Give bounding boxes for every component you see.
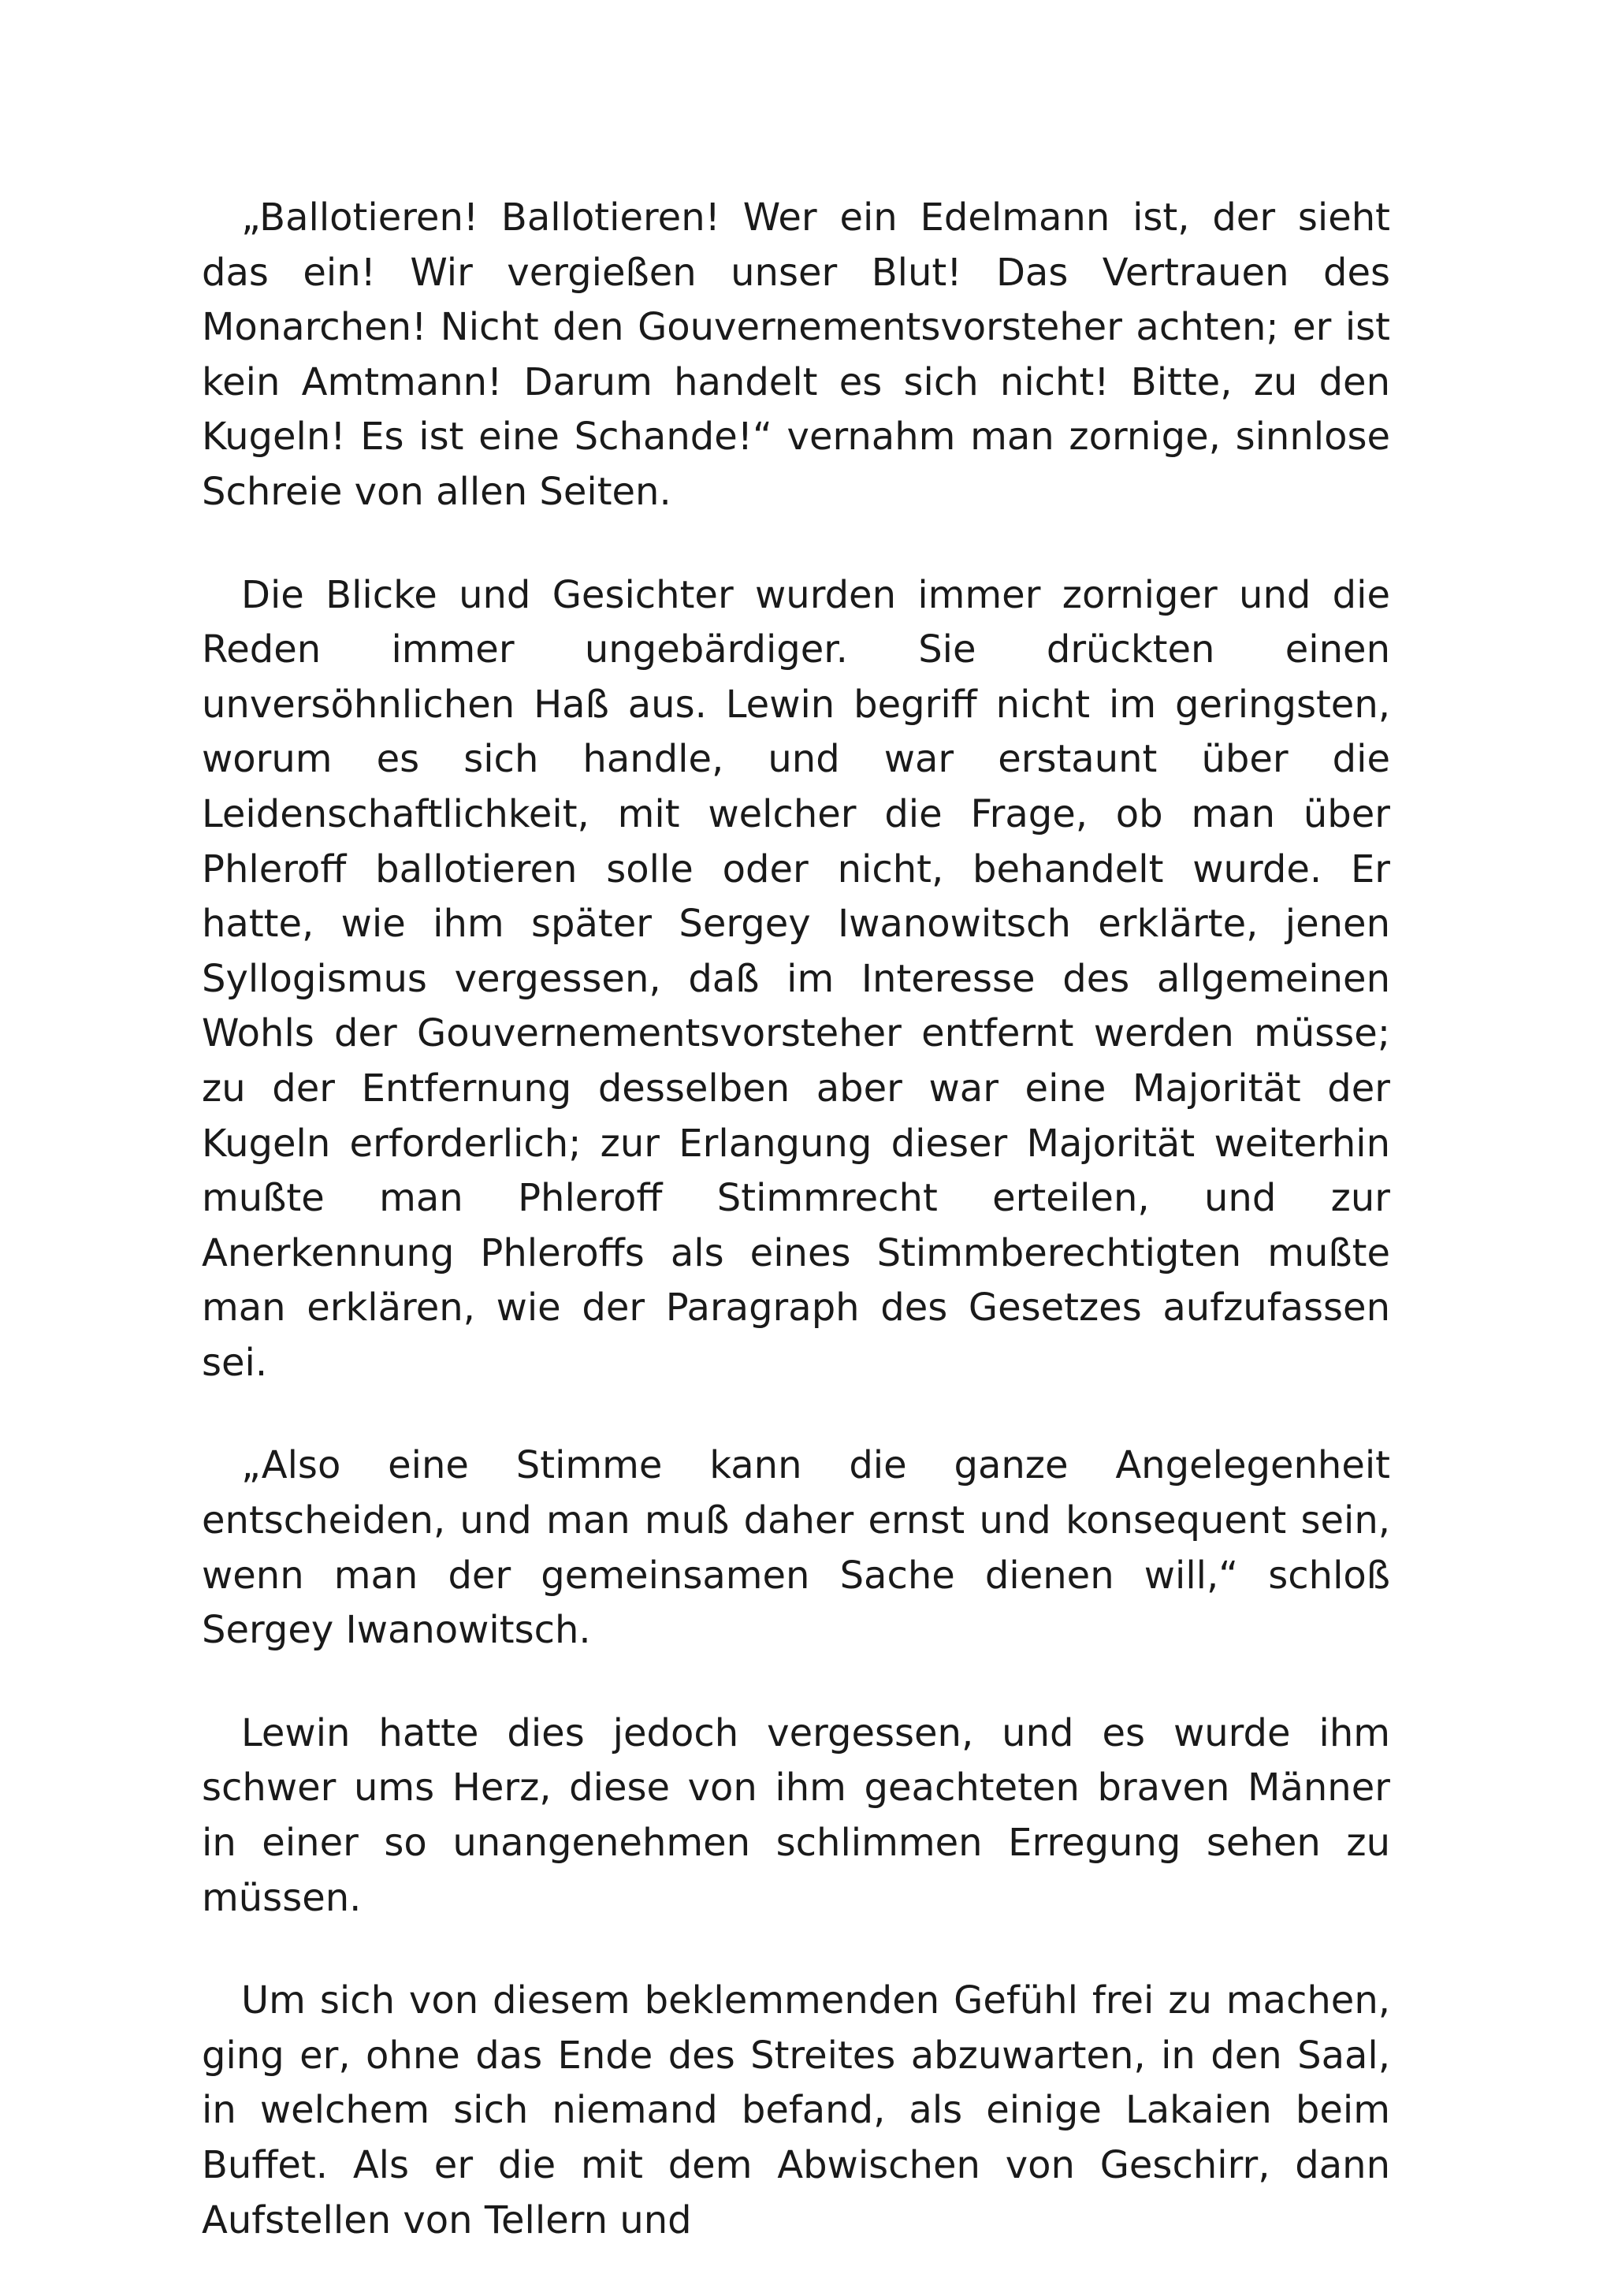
paragraph-3: „Also eine Stimme kann die ganze Angelegenheit entscheiden, und man muß daher ernst und konsequent sein, wenn man der gemeinsamen Sache dienen will,“ schloß Sergey Iwanowitsch.	[202, 1443, 1390, 1653]
paragraph-2: Die Blicke und Gesichter wurden immer zorniger und die Reden immer ungebärdiger. Sie drückten einen unversöhnlichen Haß aus. Lewin begriff nicht im geringsten, worum es sich handle, und war erstaunt über die Leidenschaftlichkeit, mit welcher die Frage, ob man über Phleroff ballotieren solle oder nicht, behandelt wurde. Er hatte, wie ihm später Sergey Iwanowitsch erklärte, jenen Syllogismus vergessen, daß im Interesse des allgemeinen Wohls der Gouvernementsvorsteher entfernt werden müsse; zu der Entfernung desselben aber war eine Majorität der Kugeln erforderlich; zur Erlangung dieser Majorität weiterhin mußte man Phleroff Stimmrecht erteilen, und zur Anerkennung Phleroffs als eines Stimmberechtigten mußte man erklären, wie der Paragraph des Gesetzes aufzufassen sei.	[202, 572, 1390, 1385]
paragraph-1: „Ballotieren! Ballotieren! Wer ein Edelmann ist, der sieht das ein! Wir vergießen unser Blut! Das Vertrauen des Monarchen! Nicht den Gouvernementsvorsteher achten; er ist kein Amtmann! Darum handelt es sich nicht! Bitte, zu den Kugeln! Es ist eine Schande!“ vernahm man zornige, sinnlose Schreie von allen Seiten.	[202, 195, 1390, 514]
paragraph-4: Lewin hatte dies jedoch vergessen, und es wurde ihm schwer ums Herz, diese von ihm geachteten braven Männer in einer so unangenehmen schlimmen Erregung sehen zu müssen.	[202, 1710, 1390, 1920]
document-page	[202, 191, 1390, 2296]
paragraph-5: Um sich von diesem beklemmenden Gefühl frei zu machen, ging er, ohne das Ende des Streites abzuwarten, in den Saal, in welchem sich niemand befand, als einige Lakaien beim Buffet. Als er die mit dem Abwischen von Geschirr, dann Aufstellen von Tellern und	[202, 1978, 1390, 2242]
